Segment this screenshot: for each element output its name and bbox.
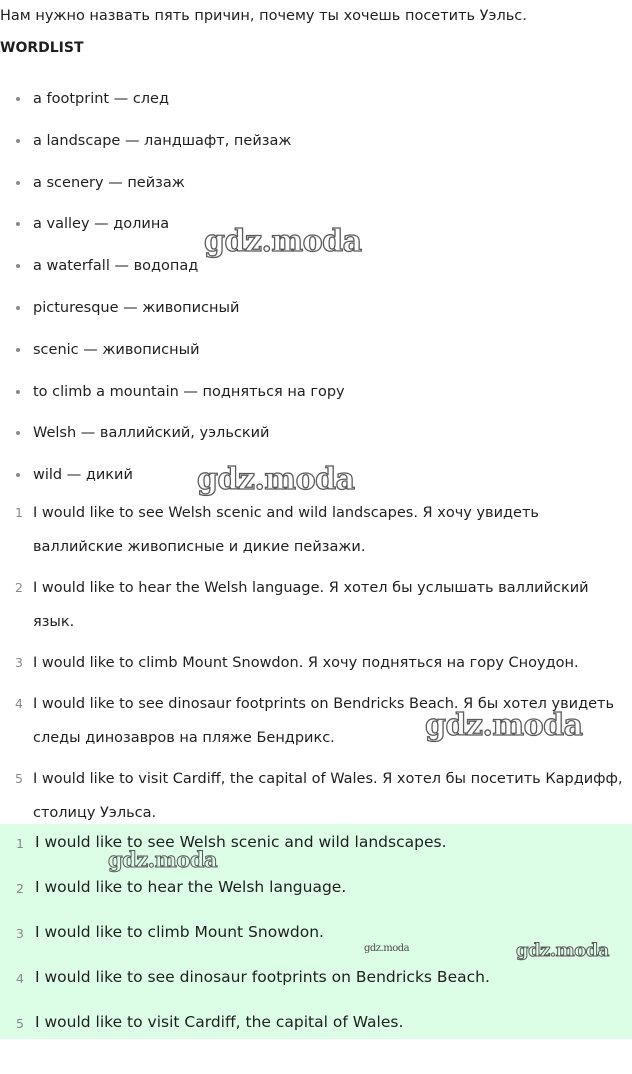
answer-number: 5 — [15, 771, 23, 786]
watermark: gdz.moda — [364, 943, 410, 954]
wordlist-item-text: a valley — долина — [33, 216, 170, 233]
answer-number: 4 — [15, 696, 23, 711]
bullet-icon — [16, 390, 20, 394]
answer-number: 2 — [15, 580, 23, 595]
wordlist-item-text: picturesque — живописный — [33, 299, 240, 316]
wordlist-item — [0, 298, 345, 340]
final-answers-list — [0, 831, 490, 1056]
intro-text: Нам нужно назвать пять причин, почему ты хочешь посетить Уэльс. — [0, 8, 527, 24]
final-answer-text: I would like to hear the Welsh language. — [35, 878, 347, 896]
wordlist-item — [0, 173, 345, 215]
final-answer-text: I would like to see Welsh scenic and wild landscapes. — [35, 833, 447, 851]
answer-text: I would like to climb Mount Snowdon. Я хочу подняться на гору Сноудон. — [33, 655, 579, 671]
bullet-icon — [16, 222, 20, 226]
wordlist-item-text: a waterfall — водопад — [33, 258, 199, 275]
bullet-icon — [16, 97, 20, 101]
bullet-icon — [16, 431, 20, 435]
wordlist-item — [0, 89, 345, 131]
final-answer-number: 2 — [16, 881, 24, 896]
final-answer-number: 1 — [16, 836, 24, 851]
answer-text: I would like to hear the Welsh language. Я хотел бы услышать валлийский язык. — [33, 580, 589, 630]
answer-item — [0, 571, 632, 639]
wordlist-item-text: a scenery — пейзаж — [33, 174, 185, 191]
answer-item — [0, 762, 632, 830]
final-answer-text: I would like to visit Cardiff, the capital of Wales. — [35, 1013, 404, 1031]
final-answer-number: 5 — [16, 1016, 24, 1031]
final-answer-item — [0, 876, 490, 921]
watermark: gdz.moda — [425, 708, 583, 743]
wordlist — [0, 89, 345, 507]
answer-text: I would like to see Welsh scenic and wild landscapes. Я хочу увидеть валлийские живописные и дикие пейзажи. — [33, 505, 539, 555]
final-answer-item — [0, 831, 490, 876]
final-answer-item — [0, 966, 490, 1011]
final-answer-item — [0, 1011, 490, 1056]
wordlist-item-text: to climb a mountain — подняться на гору — [33, 383, 345, 400]
answer-item — [0, 496, 632, 564]
bullet-icon — [16, 139, 20, 143]
answer-text: I would like to see dinosaur footprints on Bendricks Beach. Я бы хотел увидеть следы динозавров на пляже Бендрикс. — [33, 696, 615, 746]
wordlist-item — [0, 256, 345, 298]
bullet-icon — [16, 306, 20, 310]
watermark: gdz.moda — [108, 847, 218, 872]
final-answer-number: 3 — [16, 926, 24, 941]
watermark: gdz.moda — [516, 940, 609, 961]
watermark: gdz.moda — [204, 224, 362, 259]
answer-item — [0, 646, 632, 680]
bullet-icon — [16, 181, 20, 185]
wordlist-item — [0, 131, 345, 173]
wordlist-item-text: scenic — живописный — [33, 341, 200, 358]
wordlist-item — [0, 423, 345, 465]
wordlist-item — [0, 340, 345, 382]
wordlist-item-text: Welsh — валлийский, уэльский — [33, 425, 270, 442]
final-answer-box — [0, 824, 632, 1039]
final-answer-item — [0, 921, 490, 966]
answer-number: 1 — [15, 505, 23, 520]
final-answer-text: I would like to see dinosaur footprints on Bendricks Beach. — [35, 968, 490, 986]
wordlist-item — [0, 382, 345, 424]
answers-list — [0, 496, 632, 837]
answer-number: 3 — [15, 655, 23, 670]
bullet-icon — [16, 473, 20, 477]
final-answer-text: I would like to climb Mount Snowdon. — [35, 923, 324, 941]
wordlist-item-text: wild — дикий — [33, 467, 133, 484]
wordlist-heading: WORDLIST — [0, 40, 84, 56]
bullet-icon — [16, 264, 20, 268]
bullet-icon — [16, 348, 20, 352]
answer-text: I would like to visit Cardiff, the capital of Wales. Я хотел бы посетить Кардифф, столицу Уэльса. — [33, 771, 623, 821]
final-answer-number: 4 — [16, 971, 24, 986]
wordlist-item-text: a footprint — след — [33, 91, 170, 107]
wordlist-item-text: a landscape — ландшафт, пейзаж — [33, 132, 292, 149]
watermark: gdz.moda — [197, 462, 355, 497]
